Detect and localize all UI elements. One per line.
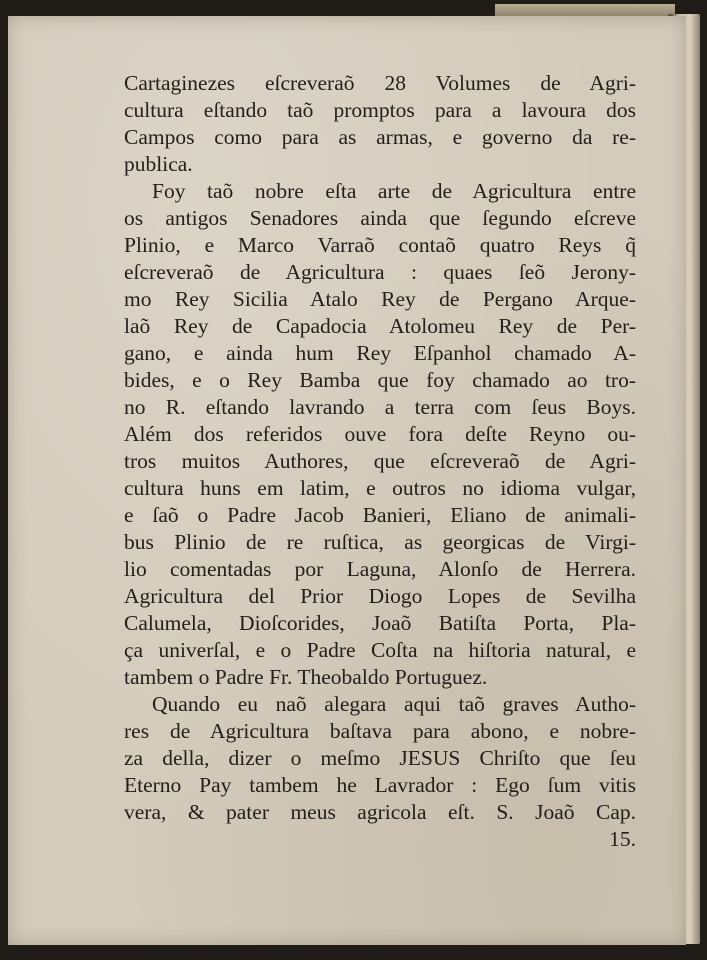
catchword: 15. — [609, 827, 636, 851]
text-line: Além dos referidos ouve fora deſte Reyno ou- — [124, 422, 636, 446]
text-line: Calumela, Dioſcorides, Joaõ Batiſta Porta, Pla- — [124, 611, 636, 635]
text-line: za della, dizer o meſmo JESUS Chriſto que ſeu — [124, 746, 636, 770]
text-line: res de Agricultura baſtava para abono, e nobre- — [124, 719, 636, 743]
text-line: cultura eſtando taõ promptos para a lavoura dos — [124, 98, 636, 122]
text-line: Eterno Pay tambem he Lavrador : Ego ſum vitis — [124, 773, 636, 797]
text-line: Plinio, e Marco Varraõ contaõ quatro Reys q̃ — [124, 233, 636, 257]
text-line: mo Rey Sicilia Atalo Rey de Pergano Arque- — [124, 287, 636, 311]
text-line: tros muitos Authores, que eſcreveraõ de Agri- — [124, 449, 636, 473]
text-line: ça univerſal, e o Padre Coſta na hiſtoria natural, e — [124, 638, 636, 662]
text-line: vera, & pater meus agricola eſt. S. Joaõ Cap. — [124, 800, 636, 824]
text-line: os antigos Senadores ainda que ſegundo eſcreve — [124, 206, 636, 230]
text-line: cultura huns em latim, e outros no idioma vulgar, — [124, 476, 636, 500]
text-line: Cartaginezes eſcreveraõ 28 Volumes de Agri- — [124, 71, 636, 95]
text-line: bides, e o Rey Bamba que foy chamado ao tro- — [124, 368, 636, 392]
text-line: publica. — [124, 152, 193, 176]
text-line: laõ Rey de Capadocia Atolomeu Rey de Per- — [124, 314, 636, 338]
book-page — [8, 16, 686, 945]
text-line: e ſaõ o Padre Jacob Banieri, Eliano de animali- — [124, 503, 636, 527]
text-line: Campos como para as armas, e governo da re- — [124, 125, 636, 149]
text-line: bus Plinio de re ruſtica, as georgicas de Virgi- — [124, 530, 636, 554]
text-line: tambem o Padre Fr. Theobaldo Portuguez. — [124, 665, 488, 689]
text-line: Quando eu naõ alegara aqui taõ graves Autho- — [152, 692, 636, 716]
text-line: eſcreveraõ de Agricultura : quaes ſeõ Jerony- — [124, 260, 636, 284]
text-line: no R. eſtando lavrando a terra com ſeus Boys. — [124, 395, 636, 419]
text-line: Agricultura del Prior Diogo Lopes de Sevilha — [124, 584, 636, 608]
text-line: gano, e ainda hum Rey Eſpanhol chamado A- — [124, 341, 636, 365]
text-line: lio comentadas por Laguna, Alonſo de Herrera. — [124, 557, 636, 581]
page-text — [124, 70, 636, 853]
text-line: Foy taõ nobre eſta arte de Agricultura entre — [152, 179, 636, 203]
